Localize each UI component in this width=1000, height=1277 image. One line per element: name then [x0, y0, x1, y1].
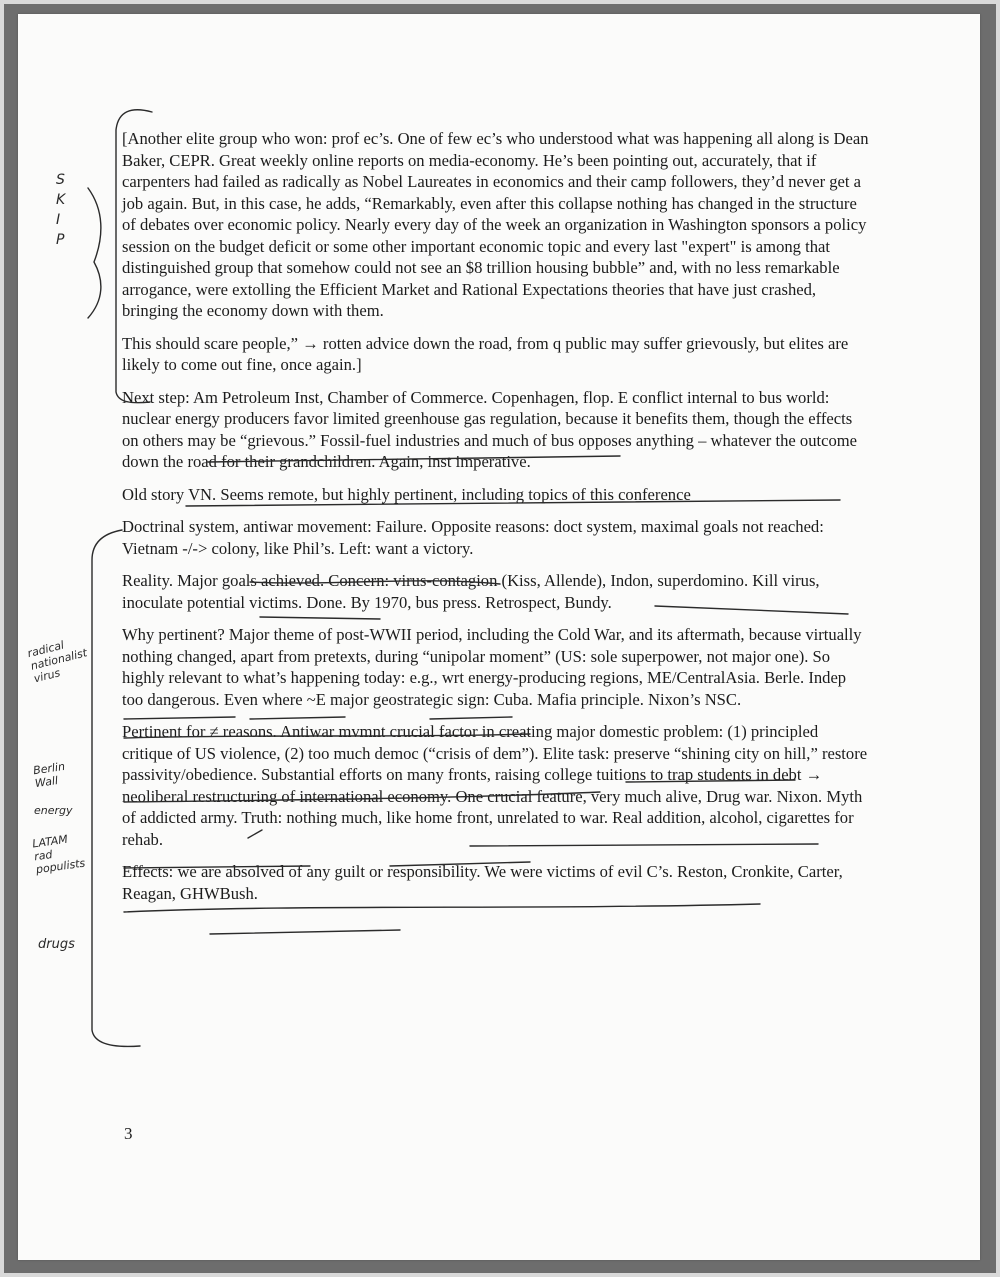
margin-note-latam: LATAM rad populists: [31, 832, 87, 877]
margin-note-drugs: drugs: [38, 937, 75, 952]
margin-note-virus: radical nationalist virus: [26, 638, 89, 686]
paragraph: Old story VN. Seems remote, but highly pertinent, including topics of this conference: [122, 484, 691, 504]
typed-text-body: [122, 128, 870, 915]
paragraph: Effects: we are absolved of any guilt or responsibility. We were victims of evil C’s. Reston, Cronkite, Carter, Reagan, GHWBush.: [122, 862, 843, 903]
paragraph: Next step: Am Petroleum Inst, Chamber of Commerce. Copenhagen, flop. E conflict internal to bus world: nuclear energy producers favor limited greenhouse gas regulation, because it benefits them, though the effects on others may be “grievous.” Fossil-fuel industries and much of bus opposes anything – whatever the outcome down the road for their grandchildren. Again, inst imperative.: [122, 387, 858, 471]
paragraph: [Another elite group who won: prof ec’s. One of few ec’s who understood what was happening all along is Dean Baker, CEPR. Great weekly online reports on media-economy. He’s been pointing out, accurately, that if carpenters had failed as radically as Nobel Laureates in economics and their camp followers, they’d never get a job again. But, in this case, he adds, “Remarkably, even after this collapse nothing has changed in the structure of debates over economic policy. Nearly every day of the week an organization in Washington sponsors a policy session on the budget deficit or some other important economic topic and every last "expert" is among that distinguished group that somehow could not see an $8 trillion housing bubble” and, with no less remarkable arrogance, were extolling the Efficient Market and Rational Expectations theories that have just crashed, bringing the economy down with them.: [122, 129, 869, 320]
paragraph: Reality. Major goals achieved. Concern: virus-contagion (Kiss, Allende), Indon, superdomino. Kill virus, inoculate potential victims. Done. By 1970, bus press. Retrospect, Bundy.: [122, 571, 820, 612]
margin-note-skip: S K I P: [56, 172, 66, 248]
page-number: 3: [124, 1124, 133, 1143]
margin-note-berlin-wall: Berlin Wall: [32, 759, 66, 791]
paragraph: Pertinent for ≠ reasons. Antiwar mvmnt crucial factor in creating major domestic problem: (1) principled critique of US violence, (2) too much democ (“crisis of dem”). Elite task: preserve “shining city on hill,” restore passivity/obedience. Substantial efforts on many fronts, raising college tuitions to trap students in debt → neoliberal restructuring of international economy. One crucial feature, very much alive, Drug war. Nixon. Myth of addicted army. Truth: nothing much, like home front, unrelated to war. Real addition, alcohol, cigarettes for rehab.: [122, 722, 868, 849]
paragraph: Doctrinal system, antiwar movement: Failure. Opposite reasons: doct system, maximal goals not reached: Vietnam -/-> colony, like Phil’s. Left: want a victory.: [122, 517, 824, 558]
paragraph: Why pertinent? Major theme of post-WWII period, including the Cold War, and its aftermath, because virtually nothing changed, apart from pretexts, during “unipolar moment” (US: sole superpower, not major one). So highly relevant to what’s happening today: e.g., wrt energy-producing regions, ME/CentralAsia. Berle. Indep too dangerous. Even where ~E major geostrategic sign: Cuba. Mafia principle. Nixon’s NSC.: [122, 625, 862, 709]
paragraph: This should scare people,” → rotten advice down the road, from q public may suffer grievously, but elites are likely to come out fine, once again.]: [122, 333, 849, 374]
margin-note-energy: energy: [34, 804, 73, 817]
